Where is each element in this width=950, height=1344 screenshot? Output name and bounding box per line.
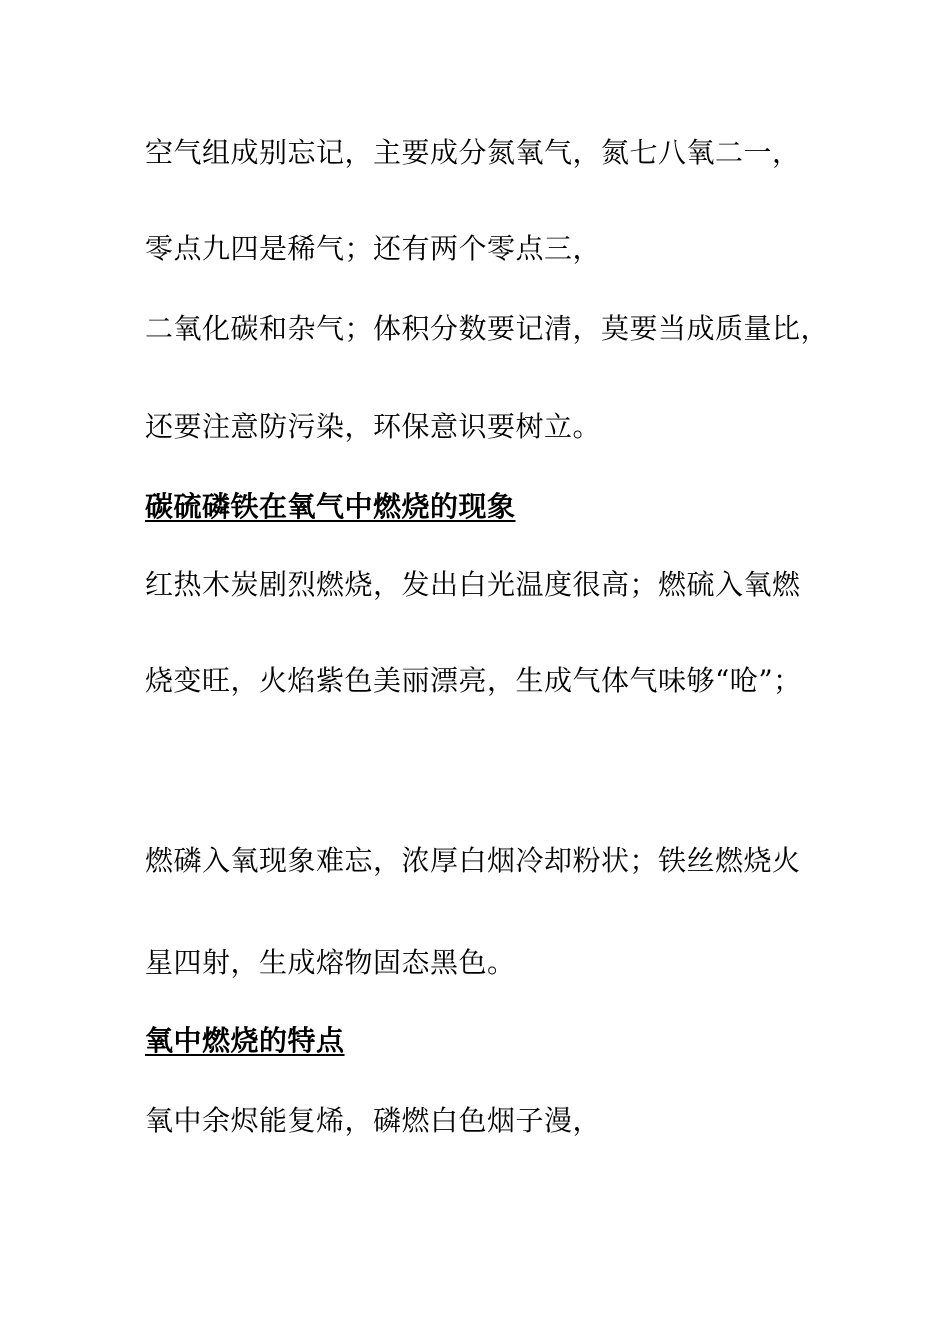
features-heading: 氧中燃烧的特点 [145,1024,345,1057]
combustion-heading: 碳硫磷铁在氧气中燃烧的现象 [145,490,516,523]
features-line-1: 氧中余烬能复烯，磷燃白色烟子漫， [145,1104,602,1137]
combustion-line-1: 红热木炭剧烈燃烧，发出白光温度很高；燃硫入氧燃 [145,568,801,601]
air-line-3: 二氧化碳和杂气；体积分数要记清，莫要当成质量比， [145,312,830,345]
combustion-line-2: 烧变旺，火焰紫色美丽漂亮，生成气体气味够“呛”； [145,664,802,697]
combustion-line-4: 星四射，生成熔物固态黑色。 [145,946,516,979]
air-line-4: 还要注意防污染，环保意识要树立。 [145,410,602,443]
air-line-1: 空气组成别忘记，主要成分氮氧气，氮七八氧二一， [145,136,801,169]
air-line-2: 零点九四是稀气；还有两个零点三， [145,232,602,265]
combustion-line-3: 燃磷入氧现象难忘，浓厚白烟冷却粉状；铁丝燃烧火 [145,844,801,877]
